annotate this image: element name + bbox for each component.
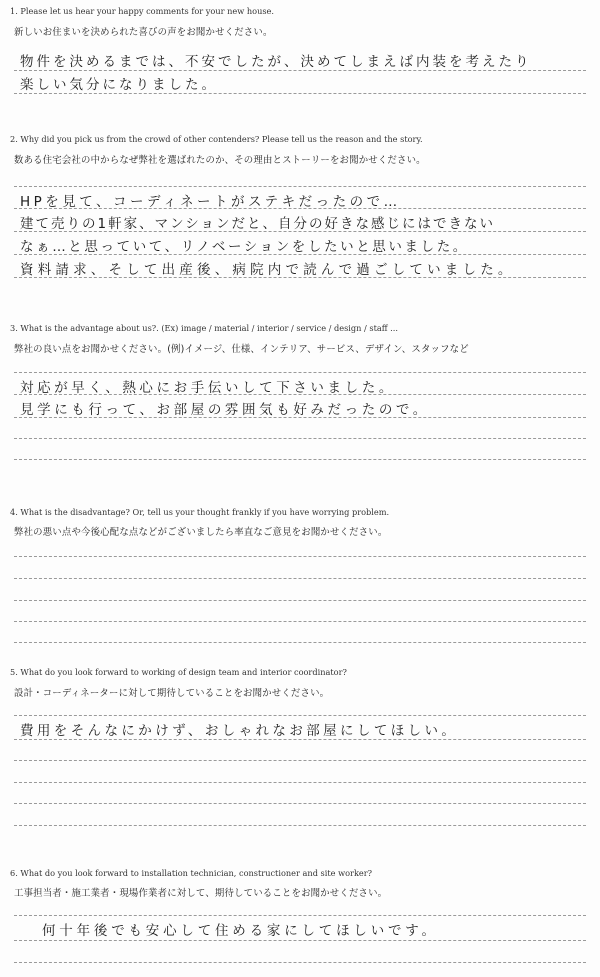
question-2-answer-line-4: 資料請求、そして出産後、病院内で読んで過ごしていました。: [20, 262, 516, 278]
question-5-english: 5. What do you look forward to working of design team and interior coordinator?: [10, 667, 347, 677]
answer-rule: [14, 231, 586, 232]
answer-rule: [14, 825, 586, 826]
question-2-japanese: 数ある住宅会社の中からなぜ弊社を選ばれたのか、その理由とストーリーをお聞かせください。: [14, 155, 426, 166]
answer-rule: [14, 372, 586, 373]
answer-rule: [14, 915, 586, 916]
answer-rule: [14, 459, 586, 460]
answer-rule: [14, 438, 586, 439]
answer-rule: [14, 70, 586, 71]
answer-rule: [14, 394, 586, 395]
question-3-english: 3. What is the advantage about us?. (Ex) image / material / interior / service / design / staff ...: [10, 323, 398, 333]
question-6-answer-line-1: 何十年後でも安心して住める家にしてほしいです。: [42, 923, 439, 939]
answer-rule: [14, 186, 586, 187]
answer-rule: [14, 93, 586, 94]
answer-rule: [14, 621, 586, 622]
answer-rule: [14, 277, 586, 278]
question-1-answer-line-1: 物件を決めるまでは、不安でしたが、決めてしまえば内装を考えたり: [20, 54, 532, 70]
answer-rule: [14, 208, 586, 209]
question-1-english: 1. Please let us hear your happy comments for your new house.: [10, 6, 275, 16]
question-2-answer-line-2: 建て売りの1軒家、マンションだと、自分の好きな感じにはできない: [20, 216, 495, 232]
answer-rule: [14, 739, 586, 740]
answer-rule: [14, 254, 586, 255]
question-5-answer-line-1: 費用をそんなにかけず、おしゃれなお部屋にしてほしい。: [20, 723, 459, 739]
question-6-japanese: 工事担当者・施工業者・現場作業者に対して、期待していることをお聞かせください。: [14, 888, 388, 899]
question-2-english: 2. Why did you pick us from the crowd of other contenders? Please tell us the reason and the story.: [10, 134, 423, 144]
question-1-japanese: 新しいお住まいを決められた喜びの声をお聞かせください。: [14, 27, 273, 38]
answer-rule: [14, 600, 586, 601]
question-4-english: 4. What is the disadvantage? Or, tell us your thought frankly if you have worrying problem.: [10, 507, 390, 517]
question-3-answer-line-1: 対応が早く、熱心にお手伝いして下さいました。: [20, 380, 396, 396]
answer-rule: [14, 715, 586, 716]
answer-rule: [14, 642, 586, 643]
answer-rule: [14, 556, 586, 557]
answer-rule: [14, 760, 586, 761]
answer-rule: [14, 962, 586, 963]
question-2-answer-line-1: HPを見て、コーディネートがステキだったので…: [20, 194, 401, 210]
question-6-english: 6. What do you look forward to installation technician, constructioner and site worker?: [10, 868, 373, 878]
question-2-answer-line-3: なぁ…と思っていて、リノベーションをしたいと思いました。: [20, 239, 469, 255]
answer-rule: [14, 578, 586, 579]
answer-rule: [14, 940, 586, 941]
answer-rule: [14, 803, 586, 804]
question-5-japanese: 設計・コーディネーターに対して期待していることをお聞かせください。: [14, 688, 330, 699]
question-4-japanese: 弊社の悪い点や今後心配な点などがございましたら率直なご意見をお聞かせください。: [14, 527, 388, 538]
question-3-answer-line-2: 見学にも行って、お部屋の雰囲気も好みだったので。: [20, 402, 430, 418]
question-3-japanese: 弊社の良い点をお聞かせください。(例)イメージ、仕様、インテリア、サービス、デザイン、スタッフなど: [14, 344, 469, 355]
question-1-answer-line-2: 楽しい気分になりました。: [20, 77, 218, 93]
answer-rule: [14, 417, 586, 418]
answer-rule: [14, 782, 586, 783]
